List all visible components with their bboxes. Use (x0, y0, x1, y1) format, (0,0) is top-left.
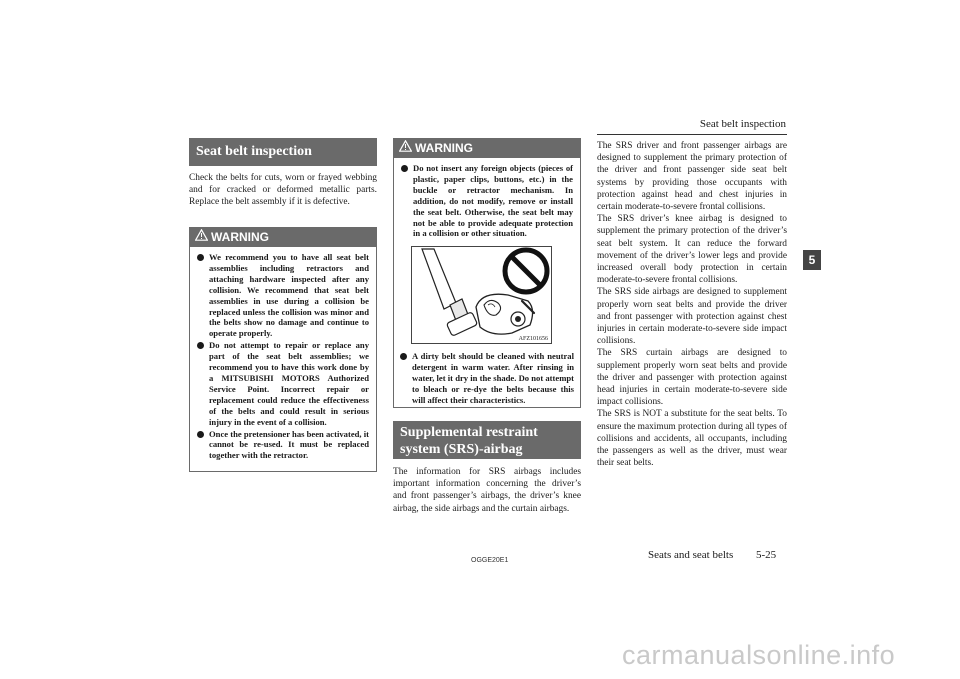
warning-triangle-icon (195, 228, 208, 247)
warning-triangle-icon (399, 139, 412, 158)
srs-heading-line-1: Supplemental restraint (400, 425, 538, 440)
page-number: 5-25 (756, 549, 777, 561)
srs-paragraph-front-airbags: The SRS driver and front passenger airbags are designed to supplement the primary protection of the driver and front passenger side seat belt systems by providing those occupants with protection against head and chest injuries in certain moderate-to-severe frontal collisions. (597, 141, 787, 213)
bullet-icon (197, 342, 204, 349)
seat-belt-inspection-intro: Check the belts for cuts, worn or frayed webbing and for cracked or deformed metallic parts. Replace the belt assembly if it is defective. (189, 173, 377, 208)
srs-heading-line-2: system (SRS)-airbag (400, 442, 523, 457)
srs-paragraph-not-substitute: The SRS is NOT a substitute for the seat belts. To ensure the maximum protection during all types of collisions and accidents, all occupants, including the passengers as well as the driver, must wear their seat belts. (597, 409, 787, 469)
document-code: OGGE20E1 (471, 557, 509, 564)
srs-intro: The information for SRS airbags includes important information concerning the driver’s and front passenger’s airbags, the driver’s knee airbag, the side airbags and the curtain airbags. (393, 467, 581, 514)
srs-description (597, 140, 787, 469)
bullet-icon (197, 254, 204, 261)
buckle-illustration (411, 246, 552, 344)
warning-item (197, 340, 369, 427)
warning-item-text: Do not insert any foreign objects (pieces of plastic, paper clips, buttons, etc.) in the buckle or retractor mechanism. In addition, do not modify, remove or install the seat belt. Otherwise, the seat belt may not be able to provide adequate protection in a collision or other situation. (413, 163, 573, 239)
srs-paragraph-knee-airbag: The SRS driver’s knee airbag is designed to supplement the primary protection of the driver’s seat belt system. It can reduce the forward movement of the driver’s lower legs and provide increased overall body protection in certain moderate-to-severe frontal collisions. (597, 214, 787, 286)
bullet-icon (401, 165, 408, 172)
footer-section-name: Seats and seat belts (648, 549, 734, 561)
warning-item-text: Once the pretensioner has been activated, it cannot be re-used. It must be replaced together with the retractor. (209, 428, 369, 461)
buckle-prohibition-figure (412, 247, 551, 343)
section-heading-srs-airbag (393, 421, 581, 459)
warning-label: WARNING (211, 230, 269, 244)
running-header-title: Seat belt inspection (699, 118, 786, 130)
srs-paragraph-curtain-airbags: The SRS curtain airbags are designed to supplement properly worn seat belts and provide the driver and passenger with protection against head injuries in certain moderate-to-severe side impact collisions. (597, 348, 787, 408)
figure-code: AFZ101656 (518, 336, 548, 342)
warning-item (401, 163, 573, 239)
warning-header (394, 139, 580, 158)
warning-item-text: We recommend you to have all seat belt assemblies including retractors and attaching hardware inspected after any collision. We recommend that seat belt assemblies in use during a collision be replaced unless the collision was minor and the belts show no damage and continue to operate properly. (209, 252, 369, 339)
warning-item-text: A dirty belt should be cleaned with neutral detergent in warm water. After rinsing in water, let it dry in the shade. Do not attempt to bleach or re-dye the belts because this will affect their characteristics. (412, 351, 574, 405)
bullet-icon (197, 431, 204, 438)
watermark: carmanualsonline.info (622, 640, 896, 670)
srs-paragraph-side-airbags: The SRS side airbags are designed to supplement properly worn seat belts and provide the driver and front passenger with protection against chest injuries in certain moderate-to-severe side impact collisions. (597, 287, 787, 347)
header-rule (597, 134, 787, 135)
bullet-icon (400, 353, 407, 360)
warning-item (197, 252, 369, 339)
warning-box-inspection (189, 227, 377, 472)
warning-item (197, 429, 369, 462)
warning-item-text: Do not attempt to repair or replace any part of the seat belt assemblies; we recommend you to have this work done by a MITSUBISHI MOTORS Authorized Service Point. Incorrect repair or replacement could reduce the effectiveness of the belts and could result in serious injury in the event of a collision. (209, 340, 369, 427)
section-heading-seat-belt-inspection: Seat belt inspection (189, 138, 377, 166)
warning-item (400, 351, 574, 406)
chapter-tab: 5 (803, 250, 821, 270)
warning-item-block-2 (400, 351, 574, 407)
warning-header (190, 228, 376, 247)
warning-label: WARNING (415, 141, 473, 155)
